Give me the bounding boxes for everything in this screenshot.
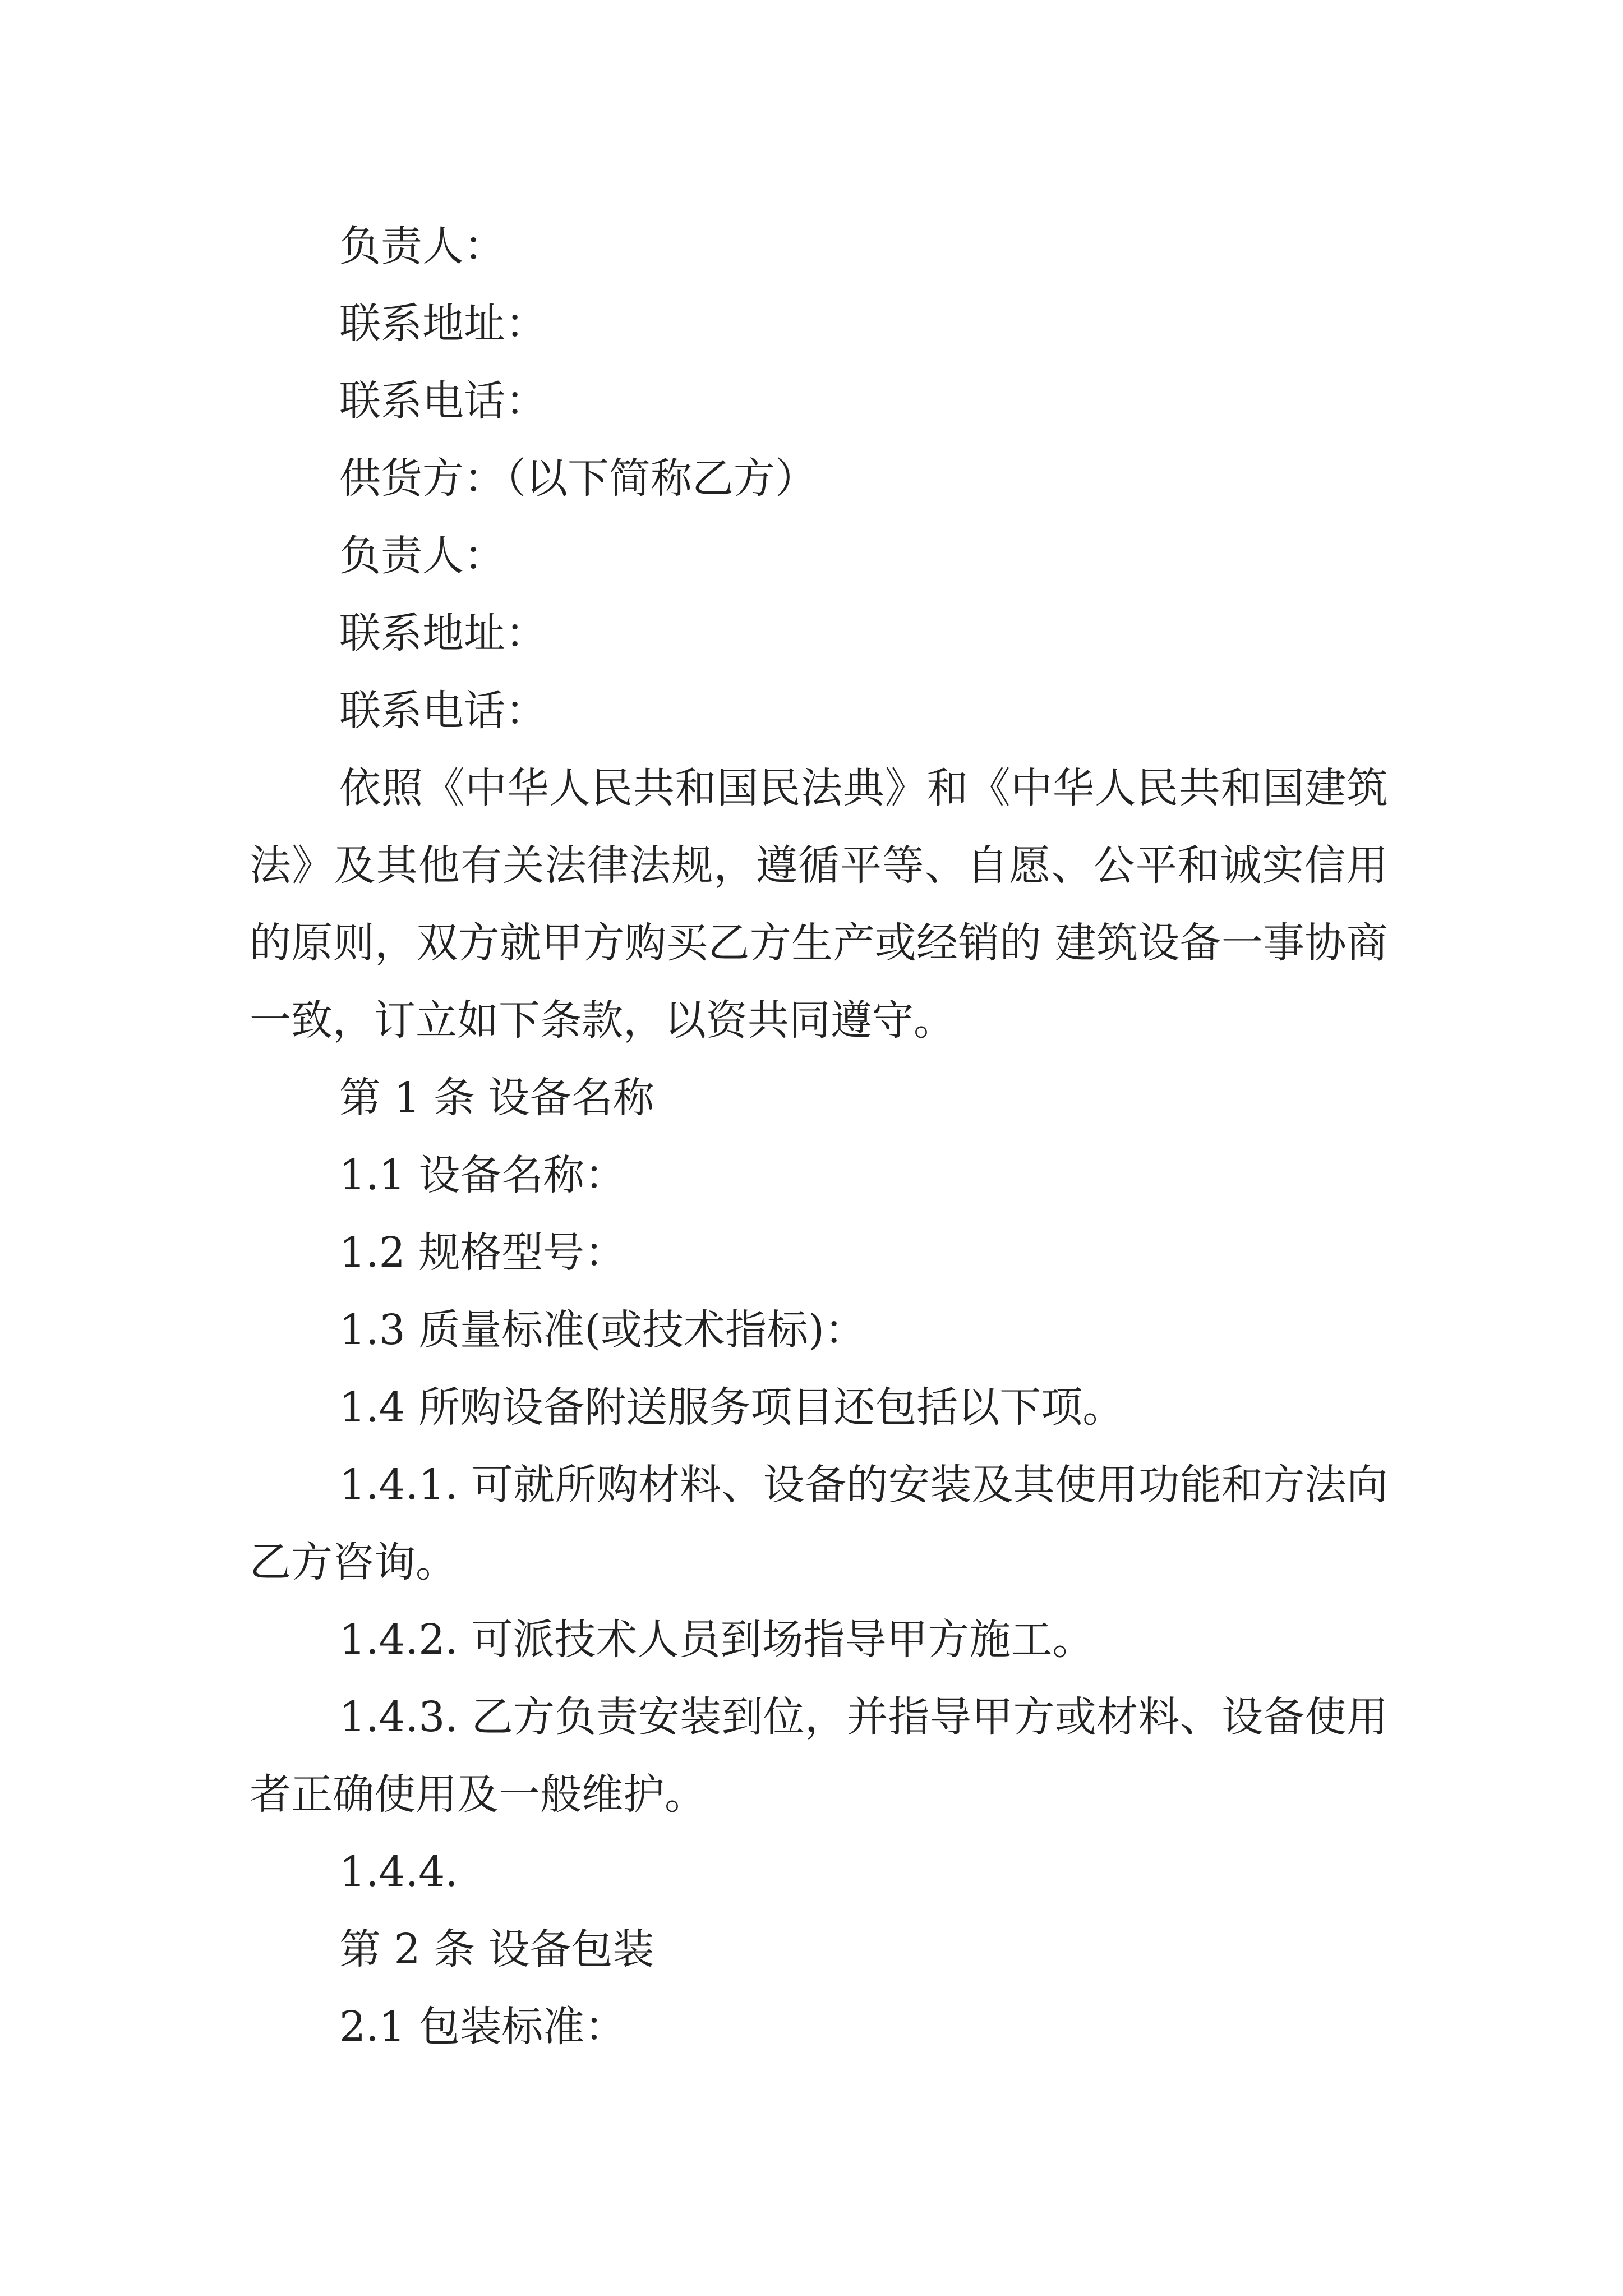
supplier-contact-phone: 联系电话：: [339, 687, 547, 735]
supplier-line: 供货方：（以下简称乙方）: [339, 454, 817, 503]
clause-1-4: 1.4 所购设备附送服务项目还包括以下项。: [339, 1383, 1124, 1432]
clause-1-3: 1.3 质量标准(或技术指标)：: [339, 1306, 866, 1354]
clause-2-1: 2.1 包装标准：: [339, 2003, 626, 2051]
article-1-heading: 第 1 条 设备名称: [339, 1074, 654, 1122]
clause-1-4-3: 1.4.3. 乙方负责安装到位，并指导甲方或材料、设备使用者正确使用及一般维护。: [250, 1693, 1388, 1819]
document-body: [250, 208, 1388, 2065]
article-2-heading: 第 2 条 设备包装: [339, 1925, 654, 1973]
supplier-contact-person: 负责人：: [339, 532, 505, 580]
buyer-contact-person: 负责人：: [339, 222, 505, 270]
clause-1-4-4: 1.4.4.: [339, 1848, 458, 1896]
clause-1-1: 1.1 设备名称：: [339, 1151, 626, 1199]
supplier-contact-address: 联系地址：: [339, 609, 547, 657]
buyer-contact-address: 联系地址：: [339, 300, 547, 348]
preamble-paragraph: 依照《中华人民共和国民法典》和《中华人民共和国建筑法》及其他有关法律法规，遵循平等、自愿、公平和诚实信用的原则，双方就甲方购买乙方生产或经销的 建筑设备一事协商一致，订立如下条款，以资共同遵守。: [250, 764, 1388, 1045]
clause-1-4-2: 1.4.2. 可派技术人员到场指导甲方施工。: [339, 1616, 1094, 1664]
clause-1-4-1: 1.4.1. 可就所购材料、设备的安装及其使用功能和方法向乙方咨询。: [250, 1461, 1388, 1586]
clause-1-2: 1.2 规格型号：: [339, 1228, 626, 1277]
buyer-contact-phone: 联系电话：: [339, 377, 547, 425]
